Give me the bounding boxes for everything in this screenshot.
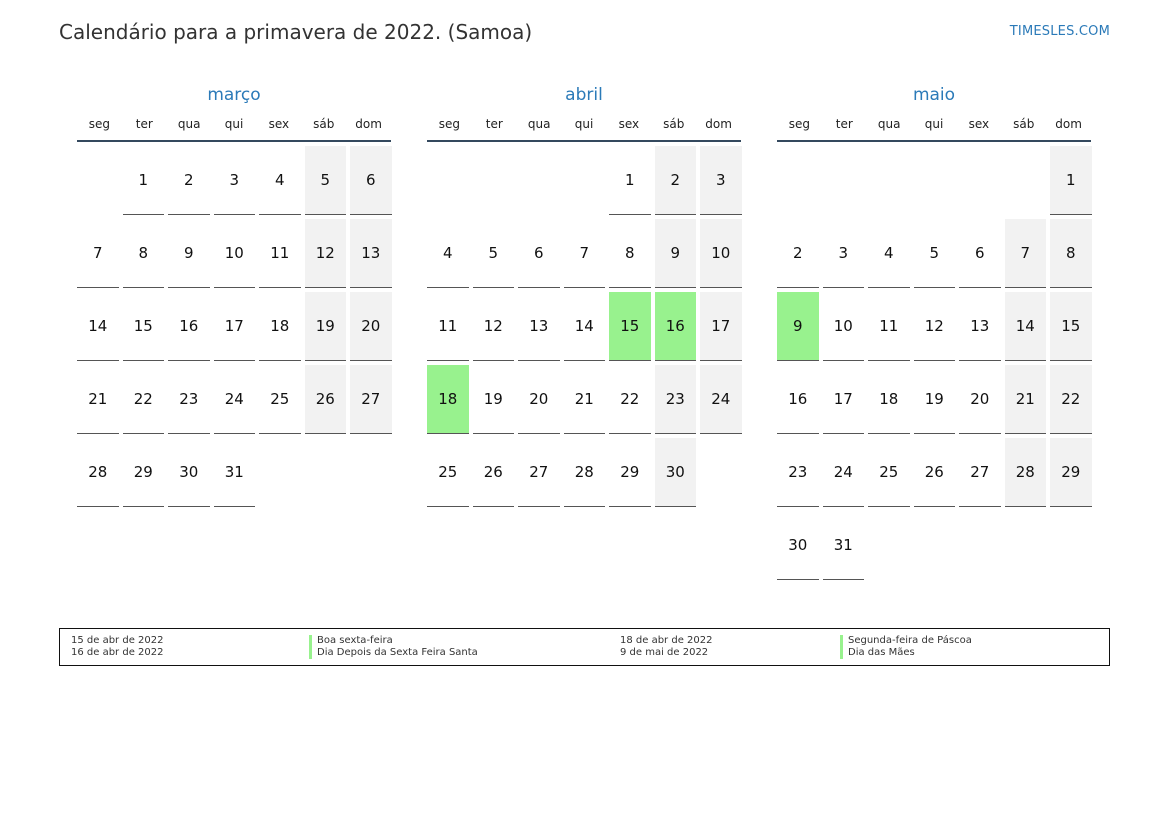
empty-cell (564, 146, 606, 215)
day-cell: 23 (655, 365, 697, 434)
day-cell: 8 (123, 219, 165, 288)
day-cell: 23 (777, 438, 819, 507)
day-cell: 14 (77, 292, 119, 361)
legend-holiday-name: Segunda-feira de Páscoa (840, 635, 972, 647)
weekday-label: qua (177, 117, 201, 131)
day-cell: 10 (214, 219, 256, 288)
day-cell: 22 (123, 365, 165, 434)
day-cell: 11 (427, 292, 469, 361)
holiday-day-cell: 18 (427, 365, 469, 434)
day-cell: 27 (959, 438, 1001, 507)
holiday-day-cell: 9 (777, 292, 819, 361)
day-cell: 16 (168, 292, 210, 361)
day-cell: 4 (427, 219, 469, 288)
day-cell: 19 (473, 365, 515, 434)
day-cell: 2 (777, 219, 819, 288)
weekday-label: sex (968, 117, 990, 131)
day-cell: 8 (609, 219, 651, 288)
legend-date: 18 de abr de 2022 (620, 635, 713, 646)
month-name: abril (565, 85, 603, 105)
month-april (427, 84, 741, 507)
day-cell: 11 (868, 292, 910, 361)
empty-cell (823, 146, 865, 215)
day-cell: 22 (609, 365, 651, 434)
day-cell: 18 (259, 292, 301, 361)
weekday-label: qui (224, 117, 244, 131)
day-cell: 18 (868, 365, 910, 434)
weekday-label: dom (355, 117, 382, 131)
day-cell: 4 (259, 146, 301, 215)
day-cell: 2 (655, 146, 697, 215)
day-cell: 1 (1050, 146, 1092, 215)
legend-date: 16 de abr de 2022 (71, 647, 164, 658)
day-cell: 17 (214, 292, 256, 361)
month-name: março (207, 85, 261, 105)
day-cell: 26 (914, 438, 956, 507)
day-cell: 21 (1005, 365, 1047, 434)
day-cell: 22 (1050, 365, 1092, 434)
legend-names-left (309, 635, 478, 659)
legend-date: 9 de mai de 2022 (620, 647, 709, 658)
page-title: Calendário para a primavera de 2022. (Samoa) (59, 20, 533, 44)
day-cell: 15 (1050, 292, 1092, 361)
weekday-label: sáb (1013, 117, 1035, 131)
day-cell: 8 (1050, 219, 1092, 288)
day-grid (777, 146, 1091, 580)
day-cell: 1 (609, 146, 651, 215)
day-cell: 24 (214, 365, 256, 434)
weekday-label: seg (438, 117, 461, 131)
weekday-header (77, 116, 391, 142)
day-cell: 11 (259, 219, 301, 288)
day-cell: 2 (168, 146, 210, 215)
day-cell: 13 (518, 292, 560, 361)
day-cell: 7 (77, 219, 119, 288)
day-cell: 28 (564, 438, 606, 507)
legend-dates-right (620, 635, 712, 659)
day-cell: 1 (123, 146, 165, 215)
day-cell: 25 (259, 365, 301, 434)
empty-cell (1005, 146, 1047, 215)
day-cell: 24 (700, 365, 742, 434)
day-cell: 10 (700, 219, 742, 288)
legend-names-right (840, 635, 972, 659)
day-cell: 28 (77, 438, 119, 507)
weekday-label: qua (527, 117, 551, 131)
day-cell: 6 (959, 219, 1001, 288)
day-cell: 17 (823, 365, 865, 434)
day-cell: 29 (123, 438, 165, 507)
day-cell: 7 (1005, 219, 1047, 288)
day-cell: 31 (214, 438, 256, 507)
day-cell: 24 (823, 438, 865, 507)
day-cell: 25 (868, 438, 910, 507)
day-cell: 19 (305, 292, 347, 361)
day-cell: 15 (123, 292, 165, 361)
day-cell: 31 (823, 511, 865, 580)
weekday-header (427, 116, 741, 142)
day-cell: 4 (868, 219, 910, 288)
day-cell: 6 (518, 219, 560, 288)
weekday-label: qui (574, 117, 594, 131)
day-cell: 16 (777, 365, 819, 434)
legend-holiday-name: Dia das Mães (840, 647, 972, 659)
day-cell: 28 (1005, 438, 1047, 507)
weekday-label: sex (618, 117, 640, 131)
day-cell: 14 (564, 292, 606, 361)
day-cell: 14 (1005, 292, 1047, 361)
weekday-label: qua (877, 117, 901, 131)
empty-cell (868, 146, 910, 215)
day-cell: 5 (305, 146, 347, 215)
day-cell: 21 (564, 365, 606, 434)
day-cell: 7 (564, 219, 606, 288)
empty-cell (77, 146, 119, 215)
legend-dates-left (71, 635, 163, 659)
day-cell: 21 (77, 365, 119, 434)
day-cell: 29 (609, 438, 651, 507)
day-cell: 20 (959, 365, 1001, 434)
day-cell: 17 (700, 292, 742, 361)
day-cell: 30 (168, 438, 210, 507)
day-cell: 3 (214, 146, 256, 215)
empty-cell (473, 146, 515, 215)
day-cell: 3 (700, 146, 742, 215)
weekday-label: sáb (313, 117, 335, 131)
day-cell: 12 (305, 219, 347, 288)
weekday-label: ter (135, 117, 153, 131)
weekday-label: ter (835, 117, 853, 131)
legend-holiday-name: Dia Depois da Sexta Feira Santa (309, 647, 478, 659)
weekday-label: seg (788, 117, 811, 131)
weekday-label: qui (924, 117, 944, 131)
day-grid (427, 146, 741, 507)
weekday-label: ter (485, 117, 503, 131)
weekday-label: dom (705, 117, 732, 131)
day-cell: 25 (427, 438, 469, 507)
weekday-header (777, 116, 1091, 142)
weekday-label: dom (1055, 117, 1082, 131)
holiday-day-cell: 16 (655, 292, 697, 361)
empty-cell (427, 146, 469, 215)
empty-cell (959, 146, 1001, 215)
weekday-label: sáb (663, 117, 685, 131)
day-cell: 3 (823, 219, 865, 288)
day-cell: 27 (350, 365, 392, 434)
day-cell: 23 (168, 365, 210, 434)
day-cell: 27 (518, 438, 560, 507)
empty-cell (518, 146, 560, 215)
holiday-day-cell: 15 (609, 292, 651, 361)
day-cell: 19 (914, 365, 956, 434)
month-name: maio (912, 85, 956, 105)
day-cell: 13 (350, 219, 392, 288)
day-cell: 29 (1050, 438, 1092, 507)
day-cell: 26 (305, 365, 347, 434)
holiday-legend (59, 628, 1110, 666)
day-cell: 12 (914, 292, 956, 361)
legend-date: 15 de abr de 2022 (71, 635, 164, 646)
day-cell: 9 (655, 219, 697, 288)
empty-cell (914, 146, 956, 215)
month-may (777, 84, 1091, 580)
day-cell: 30 (655, 438, 697, 507)
legend-holiday-name: Boa sexta-feira (309, 635, 478, 647)
day-cell: 10 (823, 292, 865, 361)
weekday-label: seg (88, 117, 111, 131)
day-cell: 12 (473, 292, 515, 361)
day-cell: 13 (959, 292, 1001, 361)
day-cell: 30 (777, 511, 819, 580)
weekday-label: sex (268, 117, 290, 131)
site-link[interactable]: TIMESLES.COM (1009, 24, 1110, 39)
day-cell: 6 (350, 146, 392, 215)
month-march (77, 84, 391, 507)
day-grid (77, 146, 391, 507)
day-cell: 20 (518, 365, 560, 434)
day-cell: 26 (473, 438, 515, 507)
day-cell: 9 (168, 219, 210, 288)
day-cell: 20 (350, 292, 392, 361)
empty-cell (777, 146, 819, 215)
day-cell: 5 (914, 219, 956, 288)
day-cell: 5 (473, 219, 515, 288)
